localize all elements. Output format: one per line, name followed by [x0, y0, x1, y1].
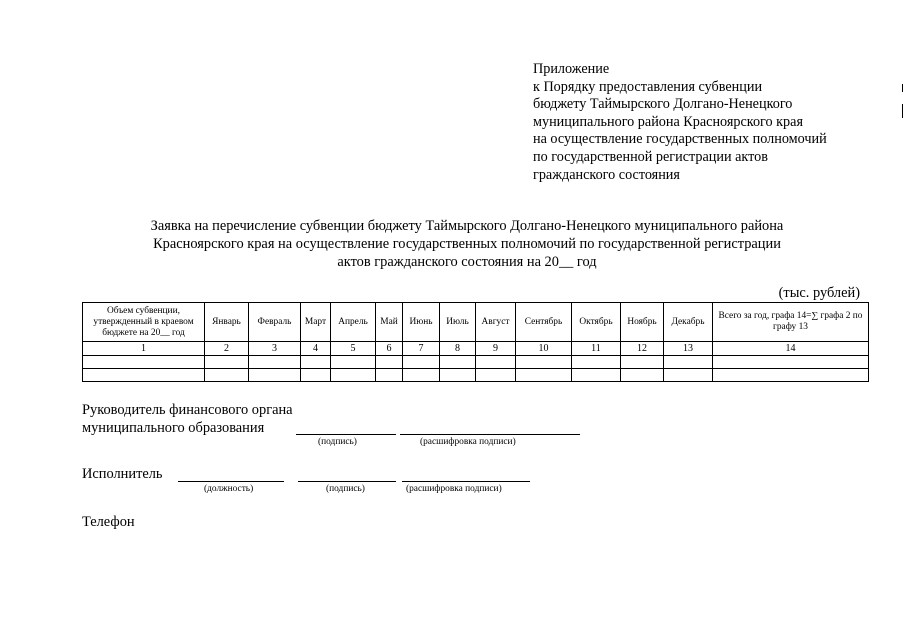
table-cell[interactable] — [376, 356, 403, 369]
column-number: 3 — [249, 342, 301, 356]
header-cell: Май — [376, 303, 403, 342]
column-number: 12 — [621, 342, 664, 356]
table-cell[interactable] — [83, 356, 205, 369]
column-number: 10 — [516, 342, 572, 356]
header-cell: Ноябрь — [621, 303, 664, 342]
column-number: 11 — [572, 342, 621, 356]
header-cell: Апрель — [331, 303, 376, 342]
table-cell[interactable] — [301, 356, 331, 369]
table-cell[interactable] — [664, 369, 713, 382]
executor-signature-caption: (подпись) — [326, 484, 365, 494]
table-cell[interactable] — [403, 369, 440, 382]
header-cell: Объем субвенции, утвержденный в краевом бюджете на 20__ год — [83, 303, 205, 342]
table-cell[interactable] — [301, 369, 331, 382]
executor-decoding-line[interactable] — [402, 481, 530, 482]
executor-label: Исполнитель — [82, 466, 163, 482]
column-number: 7 — [403, 342, 440, 356]
table-cell[interactable] — [376, 369, 403, 382]
executor-position-caption: (должность) — [204, 484, 254, 494]
header-cell: Сентябрь — [516, 303, 572, 342]
column-number: 5 — [331, 342, 376, 356]
table-cell[interactable] — [572, 356, 621, 369]
scan-mark — [902, 84, 903, 92]
appendix-line: к Порядку предоставления субвенции — [533, 78, 763, 95]
head-signature-line[interactable] — [296, 434, 396, 435]
head-decoding-line[interactable] — [400, 434, 580, 435]
header-cell: Июль — [440, 303, 476, 342]
table-cell[interactable] — [713, 369, 869, 382]
head-title-line-1: Руководитель финансового органа — [82, 402, 293, 418]
appendix-line: муниципального района Красноярского края — [533, 113, 803, 130]
document-title — [0, 217, 905, 271]
table-cell[interactable] — [713, 356, 869, 369]
table-cell[interactable] — [83, 369, 205, 382]
header-cell: Июнь — [403, 303, 440, 342]
head-title-line-2: муниципального образования — [82, 420, 265, 436]
head-signature-caption: (подпись) — [318, 437, 357, 447]
executor-position-line[interactable] — [178, 481, 284, 482]
table-header-row — [83, 303, 869, 342]
table-cell[interactable] — [516, 369, 572, 382]
header-cell: Январь — [205, 303, 249, 342]
table-cell[interactable] — [331, 369, 376, 382]
table-cell[interactable] — [621, 369, 664, 382]
table-cell[interactable] — [476, 356, 516, 369]
head-decoding-caption: (расшифровка подписи) — [420, 437, 516, 447]
table-empty-row — [83, 369, 869, 382]
table-cell[interactable] — [440, 369, 476, 382]
table-cell[interactable] — [476, 369, 516, 382]
column-number: 8 — [440, 342, 476, 356]
column-number: 14 — [713, 342, 869, 356]
title-line-2: Красноярского края на осуществление государственных полномочий по государственной регистрации — [153, 236, 781, 252]
phone-label: Телефон — [82, 514, 135, 530]
executor-signature-line[interactable] — [298, 481, 396, 482]
appendix-line: гражданского состояния — [533, 166, 680, 183]
appendix-line: по государственной регистрации актов — [533, 148, 768, 165]
table-cell[interactable] — [403, 356, 440, 369]
column-number: 9 — [476, 342, 516, 356]
appendix-block — [533, 61, 827, 184]
column-number: 4 — [301, 342, 331, 356]
table-empty-row — [83, 356, 869, 369]
scan-mark — [902, 104, 903, 118]
table-cell[interactable] — [572, 369, 621, 382]
table-cell[interactable] — [249, 356, 301, 369]
table-cell[interactable] — [205, 369, 249, 382]
table-cell[interactable] — [516, 356, 572, 369]
title-line-3: актов гражданского состояния на 20__ год — [337, 254, 597, 270]
table-cell[interactable] — [440, 356, 476, 369]
column-number: 13 — [664, 342, 713, 356]
header-cell: Февраль — [249, 303, 301, 342]
column-number: 2 — [205, 342, 249, 356]
appendix-line: Приложение — [533, 61, 610, 77]
header-cell: Август — [476, 303, 516, 342]
header-cell: Декабрь — [664, 303, 713, 342]
table-cell[interactable] — [621, 356, 664, 369]
header-cell: Всего за год, графа 14=∑ графа 2 по графу 13 — [713, 303, 869, 342]
table-cell[interactable] — [205, 356, 249, 369]
appendix-line: бюджету Таймырского Долгано-Ненецкого — [533, 96, 793, 113]
column-number: 1 — [83, 342, 205, 356]
column-number: 6 — [376, 342, 403, 356]
table-cell[interactable] — [664, 356, 713, 369]
table-cell[interactable] — [331, 356, 376, 369]
title-line-1: Заявка на перечисление субвенции бюджету Таймырского Долгано-Ненецкого муниципального района — [150, 218, 784, 234]
subsidy-table — [82, 302, 869, 382]
table-cell[interactable] — [249, 369, 301, 382]
units-label: (тыс. рублей) — [778, 285, 860, 301]
header-cell: Октябрь — [572, 303, 621, 342]
executor-decoding-caption: (расшифровка подписи) — [406, 484, 502, 494]
column-number-row — [83, 342, 869, 356]
appendix-line: на осуществление государственных полномочий — [533, 131, 827, 148]
header-cell: Март — [301, 303, 331, 342]
